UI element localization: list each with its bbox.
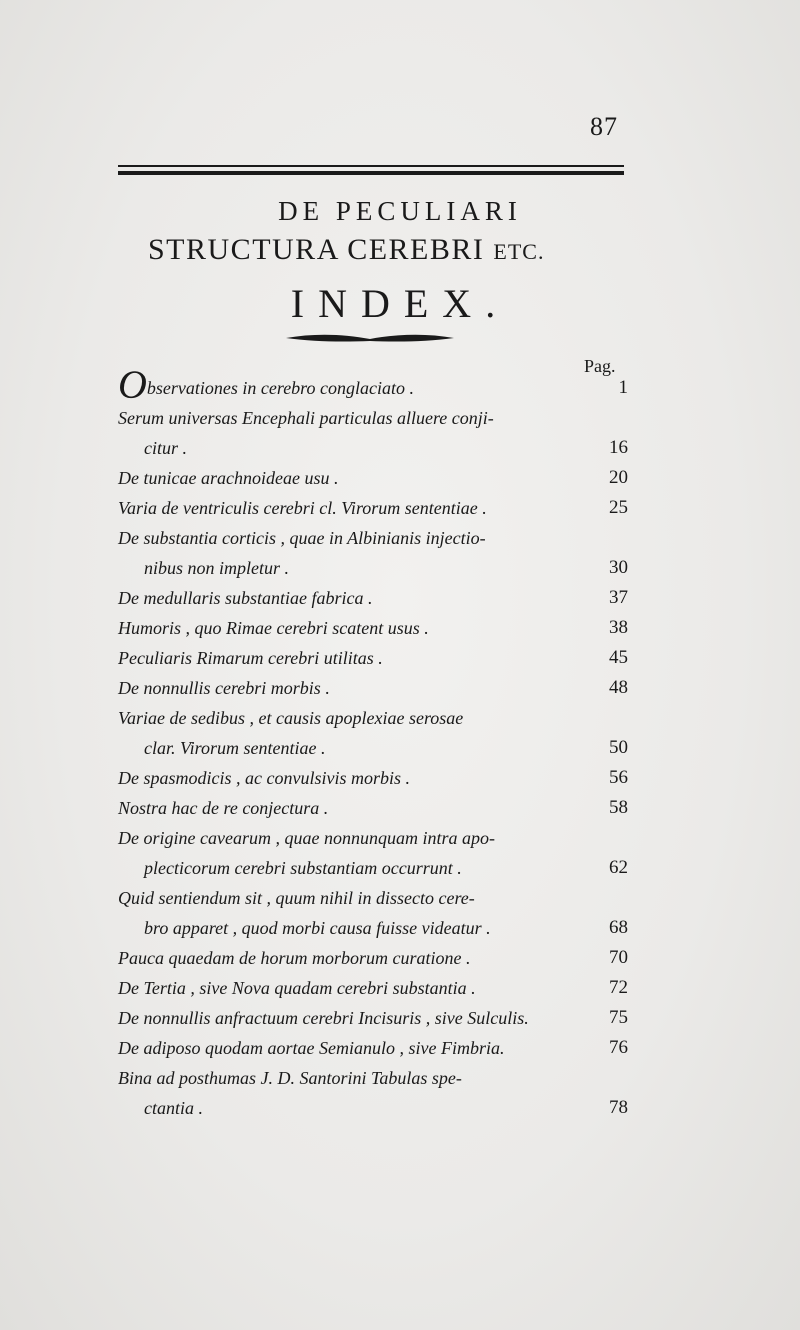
index-entry-label: nibus non impletur .	[144, 558, 290, 578]
index-entry-text	[118, 793, 592, 823]
drop-cap: O	[118, 362, 147, 407]
index-entry	[118, 793, 628, 823]
index-entry-text	[118, 943, 592, 973]
ornament-rule-icon	[284, 330, 456, 346]
page-number: 87	[590, 112, 618, 141]
index-entry-page: 68	[609, 917, 628, 938]
index-entry-page: 16	[609, 437, 628, 458]
index-entry	[118, 1093, 628, 1123]
index-entry-text	[118, 362, 592, 407]
index-entry-page: 50	[609, 737, 628, 758]
index-entry	[118, 553, 628, 583]
index-entry-label: Quid sentiendum sit , quum nihil in dissecto cere-	[118, 888, 475, 908]
index-entry-label: bservationes in cerebro conglaciato .	[146, 378, 414, 398]
index-entry	[118, 433, 628, 463]
index-entry	[118, 1063, 628, 1093]
index-entry-page: 30	[609, 557, 628, 578]
index-entry-text	[118, 613, 592, 643]
index-entry-page: 58	[609, 797, 628, 818]
index-entry-text	[118, 763, 592, 793]
index-entry-label: citur .	[144, 438, 187, 458]
index-entry-label: bro apparet , quod morbi causa fuisse videatur .	[144, 918, 491, 938]
index-entry-text	[118, 493, 592, 523]
index-entry-page: 76	[609, 1037, 628, 1058]
index-entry-text	[118, 703, 592, 733]
index-entry-page: 72	[609, 977, 628, 998]
index-entry-page: 25	[609, 497, 628, 518]
index-entry-text	[118, 1033, 592, 1063]
index-entry	[118, 943, 628, 973]
index-entry-page: 1	[618, 377, 628, 398]
index-entry	[118, 613, 628, 643]
index-entry	[118, 733, 628, 763]
index-entry	[118, 703, 628, 733]
index-entry-label: Peculiaris Rimarum cerebri utilitas .	[118, 648, 383, 668]
index-entry	[118, 1003, 628, 1033]
index-entry-text	[118, 1093, 592, 1123]
index-entry	[118, 643, 628, 673]
index-entry-page: 20	[609, 467, 628, 488]
index-entry-label: plecticorum cerebri substantiam occurrunt .	[144, 858, 462, 878]
index-entry	[118, 463, 628, 493]
index-entry-label: ctantia .	[144, 1098, 203, 1118]
index-entry-page: 37	[609, 587, 628, 608]
title-line-2-main: STRUCTURA CEREBRI	[148, 233, 485, 266]
index-entry-text	[118, 403, 592, 433]
index-entry-label: De tunicae arachnoideae usu .	[118, 468, 339, 488]
index-entry-text	[118, 1003, 592, 1033]
index-entry-text	[118, 523, 592, 553]
index-entry	[118, 913, 628, 943]
index-entry-label: Humoris , quo Rimae cerebri scatent usus .	[118, 618, 429, 638]
index-entry-label: Nostra hac de re conjectura .	[118, 798, 329, 818]
title-line-2	[148, 233, 544, 267]
index-entry-label: De origine cavearum , quae nonnunquam intra apo-	[118, 828, 495, 848]
index-heading: INDEX.	[290, 281, 510, 326]
index-entry-label: De medullaris substantiae fabrica .	[118, 588, 373, 608]
title-line-1: DE PECULIARI	[278, 196, 522, 226]
index-entry-label: De Tertia , sive Nova quadam cerebri substantia .	[118, 978, 476, 998]
index-entry-text	[118, 823, 592, 853]
index-entry-label: De adiposo quodam aortae Semianulo , sive Fimbria.	[118, 1038, 505, 1058]
index-entry	[118, 763, 628, 793]
index-entry	[118, 523, 628, 553]
index-entry-page: 56	[609, 767, 628, 788]
index-entry-page: 38	[609, 617, 628, 638]
index-entry-label: De spasmodicis , ac convulsivis morbis .	[118, 768, 410, 788]
pag-label: Pag.	[584, 356, 616, 376]
index-entry-label: Variae de sedibus , et causis apoplexiae serosae	[118, 708, 464, 728]
index-entry	[118, 583, 628, 613]
index-entry	[118, 403, 628, 433]
index-entry-page: 78	[609, 1097, 628, 1118]
index-entry-text	[118, 433, 592, 463]
index-entry-text	[118, 643, 592, 673]
header-rule	[118, 165, 624, 175]
index-entry	[118, 973, 628, 1003]
index-entry-label: De nonnullis anfractuum cerebri Incisuris , sive Sulculis.	[118, 1008, 529, 1028]
index-entry-label: Bina ad posthumas J. D. Santorini Tabulas spe-	[118, 1068, 462, 1088]
index-entry-page: 48	[609, 677, 628, 698]
index-entry	[118, 883, 628, 913]
index-entry-label: Varia de ventriculis cerebri cl. Virorum sententiae .	[118, 498, 487, 518]
index-entry-label: Pauca quaedam de horum morborum curatione .	[118, 948, 471, 968]
index-entry-page: 45	[609, 647, 628, 668]
index-entry-text	[118, 883, 592, 913]
index-entry-text	[118, 553, 592, 583]
index-entry-page: 70	[609, 947, 628, 968]
index-entry-text	[118, 583, 592, 613]
index-entry-text	[118, 673, 592, 703]
index-entry	[118, 493, 628, 523]
index-entry-label: Serum universas Encephali particulas alluere conji-	[118, 408, 494, 428]
index-entry-text	[118, 463, 592, 493]
index-entry	[118, 1033, 628, 1063]
index-entry	[118, 673, 628, 703]
index-entry-label: De substantia corticis , quae in Albinianis injectio-	[118, 528, 486, 548]
index-entry-label: clar. Virorum sententiae .	[144, 738, 326, 758]
index-entry-page: 62	[609, 857, 628, 878]
index-entry-text	[118, 853, 592, 883]
index-entry-text	[118, 973, 592, 1003]
index-entry-page: 75	[609, 1007, 628, 1028]
index-entry	[118, 853, 628, 883]
title-etc: ETC.	[493, 239, 545, 264]
index-entry-text	[118, 733, 592, 763]
index-entry-text	[118, 1063, 592, 1093]
index-entry-text	[118, 913, 592, 943]
index-entry	[118, 823, 628, 853]
index-entry-label: De nonnullis cerebri morbis .	[118, 678, 330, 698]
